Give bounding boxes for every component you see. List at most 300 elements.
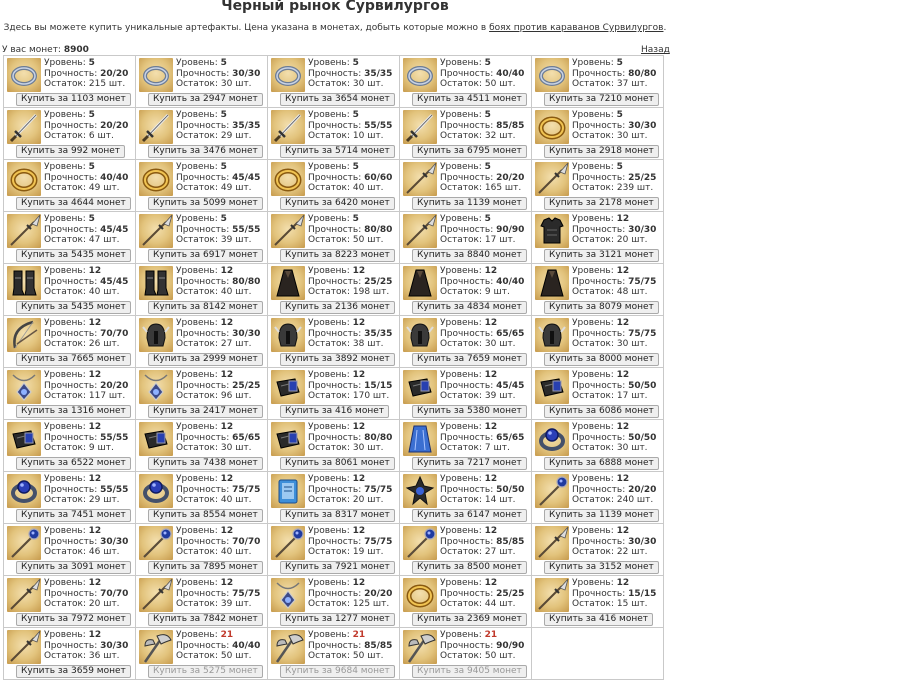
item-cell — [4, 576, 136, 628]
boots-icon — [7, 266, 41, 300]
buy-button[interactable]: Купить за 5714 монет — [280, 145, 395, 158]
buy-button[interactable]: Купить за 6522 монет — [16, 457, 131, 470]
amulet-icon — [139, 370, 173, 404]
item-cell — [136, 264, 268, 316]
buy-button[interactable]: Купить за 3091 монет — [16, 561, 131, 574]
stock-label: Остаток: — [176, 183, 219, 193]
stock-label: Остаток: — [176, 287, 219, 297]
level-line — [308, 266, 392, 277]
item-cell — [4, 160, 136, 212]
durability-line — [572, 433, 656, 444]
durability-value: 35/35 — [364, 68, 393, 79]
stock-line — [44, 599, 128, 610]
item-card — [532, 212, 663, 263]
level-label: Уровень: — [572, 474, 614, 484]
item-card — [400, 472, 531, 523]
level-line — [572, 578, 656, 589]
item-cell — [268, 628, 400, 680]
buy-button[interactable]: Купить за 2178 монет — [544, 197, 659, 210]
item-card — [532, 420, 663, 471]
durability-value: 30/30 — [100, 640, 129, 651]
durability-value: 40/40 — [100, 172, 129, 183]
level-value: 12 — [616, 578, 630, 588]
level-value: 21 — [352, 630, 366, 640]
stock-value: 40 шт. — [352, 183, 384, 193]
staff-icon — [271, 526, 305, 560]
boots-icon — [139, 266, 173, 300]
durability-label: Прочность: — [44, 120, 98, 131]
durability-line — [308, 277, 392, 288]
empty-cell — [532, 628, 664, 680]
stock-label: Остаток: — [572, 547, 615, 557]
stock-line — [176, 131, 260, 142]
gold-ring-icon — [403, 578, 437, 612]
buy-button[interactable]: Купить за 2947 монет — [148, 93, 263, 106]
item-card — [4, 56, 135, 107]
level-value: 5 — [220, 58, 227, 68]
durability-label: Прочность: — [308, 432, 362, 443]
stock-line — [308, 443, 392, 454]
buy-button[interactable]: Купить за 7659 монет — [412, 353, 527, 366]
durability-value: 80/80 — [628, 68, 657, 79]
durability-value: 20/20 — [628, 484, 657, 495]
item-stats — [44, 578, 128, 610]
level-label: Уровень: — [176, 214, 218, 224]
buy-button[interactable]: Купить за 6086 монет — [544, 405, 659, 418]
buy-button[interactable]: Купить за 8061 монет — [280, 457, 395, 470]
stock-line — [44, 131, 128, 142]
level-line — [44, 214, 128, 225]
stock-line — [440, 599, 524, 610]
stock-line — [308, 235, 392, 246]
buy-button[interactable]: Купить за 8142 монет — [148, 301, 263, 314]
item-stats — [176, 422, 260, 454]
durability-value: 45/45 — [100, 224, 129, 235]
durability-value: 35/35 — [232, 120, 261, 131]
stock-label: Остаток: — [308, 391, 351, 401]
stock-value: 198 шт. — [352, 287, 390, 297]
stock-label: Остаток: — [308, 131, 351, 141]
spear-icon — [535, 526, 569, 560]
item-stats — [572, 58, 656, 90]
buy-button[interactable]: Купить за 4644 монет — [16, 197, 131, 210]
stock-line — [176, 495, 260, 506]
level-line — [572, 110, 656, 121]
stock-value: 50 шт. — [352, 235, 384, 245]
item-card — [136, 212, 267, 263]
level-label: Уровень: — [440, 474, 482, 484]
durability-label: Прочность: — [308, 120, 362, 131]
stock-label: Остаток: — [440, 339, 483, 349]
buy-button[interactable]: Купить за 9405 монет — [412, 665, 527, 678]
buy-button[interactable]: Купить за 9684 монет — [280, 665, 395, 678]
buy-button[interactable]: Купить за 5275 монет — [148, 665, 263, 678]
durability-value: 80/80 — [364, 432, 393, 443]
item-stats — [308, 110, 392, 142]
item-cell — [268, 56, 400, 108]
durability-line — [440, 381, 524, 392]
buy-button[interactable]: Купить за 6420 монет — [280, 197, 395, 210]
level-line — [308, 630, 392, 641]
buy-button[interactable]: Купить за 7210 монет — [544, 93, 659, 106]
level-value: 5 — [616, 162, 623, 172]
gold-ring-icon — [7, 162, 41, 196]
durability-line — [308, 641, 392, 652]
buy-button[interactable]: Купить за 8079 монет — [544, 301, 659, 314]
level-line — [44, 474, 128, 485]
buy-button[interactable]: Купить за 6147 монет — [412, 509, 527, 522]
ring-icon — [7, 58, 41, 92]
durability-line — [572, 225, 656, 236]
stock-value: 44 шт. — [484, 599, 516, 609]
axe-icon — [271, 630, 305, 664]
item-card — [532, 576, 663, 627]
durability-line — [572, 121, 656, 132]
durability-value: 20/20 — [496, 172, 525, 183]
level-line — [308, 58, 392, 69]
durability-line — [44, 329, 128, 340]
caravan-battles-link[interactable]: боях против караванов Сурвилургов — [489, 23, 664, 33]
buy-button[interactable]: Купить за 1139 монет — [412, 197, 527, 210]
level-label: Уровень: — [44, 214, 86, 224]
stock-line — [572, 79, 656, 90]
buy-button[interactable]: Купить за 7842 монет — [148, 613, 263, 626]
level-line — [176, 474, 260, 485]
item-stats — [44, 162, 128, 194]
level-line — [176, 422, 260, 433]
bow-icon — [7, 318, 41, 352]
buy-button[interactable]: Купить за 3152 монет — [544, 561, 659, 574]
level-line — [440, 474, 524, 485]
stock-line — [308, 547, 392, 558]
buy-button[interactable]: Купить за 5435 монет — [16, 249, 131, 262]
stock-label: Остаток: — [44, 443, 87, 453]
buy-button[interactable]: Купить за 416 монет — [544, 613, 653, 626]
stock-value: 15 шт. — [616, 599, 648, 609]
stock-label: Остаток: — [44, 495, 87, 505]
item-cell — [136, 108, 268, 160]
buy-button[interactable]: Купить за 2918 монет — [544, 145, 659, 158]
buy-button[interactable]: Купить за 5099 монет — [148, 197, 263, 210]
durability-line — [572, 277, 656, 288]
buy-button[interactable]: Купить за 1103 монет — [16, 93, 131, 106]
stock-line — [572, 287, 656, 298]
buy-button[interactable]: Купить за 7665 монет — [16, 353, 131, 366]
stock-label: Остаток: — [572, 235, 615, 245]
stock-value: 39 шт. — [220, 235, 252, 245]
durability-label: Прочность: — [176, 536, 230, 547]
durability-value: 75/75 — [364, 536, 393, 547]
spear-icon — [7, 214, 41, 248]
durability-line — [44, 537, 128, 548]
level-label: Уровень: — [572, 266, 614, 276]
level-label: Уровень: — [308, 58, 350, 68]
stock-value: 49 шт. — [220, 183, 252, 193]
stock-label: Остаток: — [440, 443, 483, 453]
item-cell — [400, 212, 532, 264]
buy-button[interactable]: Купить за 4511 монет — [412, 93, 527, 106]
stock-label: Остаток: — [572, 339, 615, 349]
balance-label: У вас монет: — [2, 45, 61, 55]
ring-icon — [271, 58, 305, 92]
buy-button[interactable]: Купить за 6888 монет — [544, 457, 659, 470]
item-card — [136, 368, 267, 419]
item-card — [136, 108, 267, 159]
level-label: Уровень: — [572, 578, 614, 588]
stock-value: 20 шт. — [352, 495, 384, 505]
durability-label: Прочность: — [176, 588, 230, 599]
item-card — [268, 160, 399, 211]
staff-icon — [7, 526, 41, 560]
spear-icon — [7, 630, 41, 664]
level-value: 5 — [88, 162, 95, 172]
level-line — [440, 162, 524, 173]
level-label: Уровень: — [440, 110, 482, 120]
buy-button[interactable]: Купить за 6795 монет — [412, 145, 527, 158]
buy-button[interactable]: Купить за 3892 монет — [280, 353, 395, 366]
item-card — [136, 264, 267, 315]
level-line — [440, 370, 524, 381]
armor-icon — [535, 214, 569, 248]
stock-value: 49 шт. — [88, 183, 120, 193]
level-label: Уровень: — [44, 370, 86, 380]
level-value: 12 — [352, 266, 366, 276]
buy-button[interactable]: Купить за 1139 монет — [544, 509, 659, 522]
item-card — [268, 56, 399, 107]
level-label: Уровень: — [176, 110, 218, 120]
buy-button[interactable]: Купить за 2417 монет — [148, 405, 263, 418]
durability-value: 85/85 — [496, 120, 525, 131]
durability-label: Прочность: — [572, 68, 626, 79]
stock-label: Остаток: — [44, 287, 87, 297]
level-line — [44, 578, 128, 589]
stock-label: Остаток: — [308, 651, 351, 661]
level-line — [176, 526, 260, 537]
item-card — [4, 628, 135, 679]
item-cell — [268, 524, 400, 576]
durability-label: Прочность: — [308, 68, 362, 79]
buy-button[interactable]: Купить за 416 монет — [280, 405, 389, 418]
buy-button[interactable]: Купить за 992 монет — [16, 145, 125, 158]
item-card — [400, 628, 531, 679]
buy-button[interactable]: Купить за 7217 монет — [412, 457, 527, 470]
stock-value: 10 шт. — [352, 131, 384, 141]
level-value: 5 — [616, 110, 623, 120]
item-cell — [136, 472, 268, 524]
durability-line — [176, 277, 260, 288]
level-line — [44, 162, 128, 173]
item-stats — [440, 526, 524, 558]
level-value: 5 — [352, 110, 359, 120]
durability-value: 70/70 — [232, 536, 261, 547]
level-label: Уровень: — [176, 370, 218, 380]
durability-line — [308, 121, 392, 132]
durability-line — [176, 69, 260, 80]
durability-label: Прочность: — [176, 276, 230, 287]
item-cell — [4, 368, 136, 420]
item-card — [136, 316, 267, 367]
durability-label: Прочность: — [308, 224, 362, 235]
coin-balance — [2, 45, 89, 55]
item-card — [532, 264, 663, 315]
durability-label: Прочность: — [44, 588, 98, 599]
stock-label: Остаток: — [176, 651, 219, 661]
durability-line — [572, 537, 656, 548]
durability-line — [308, 433, 392, 444]
level-value: 12 — [88, 266, 102, 276]
buy-button[interactable]: Купить за 8000 монет — [544, 353, 659, 366]
buy-button[interactable]: Купить за 1316 монет — [16, 405, 131, 418]
stock-line — [308, 287, 392, 298]
durability-value: 30/30 — [628, 536, 657, 547]
buy-button[interactable]: Купить за 1277 монет — [280, 613, 395, 626]
buy-button[interactable]: Купить за 7921 монет — [280, 561, 395, 574]
item-stats — [44, 422, 128, 454]
level-line — [176, 58, 260, 69]
item-stats — [440, 58, 524, 90]
item-stats — [44, 370, 128, 402]
stock-line — [44, 235, 128, 246]
level-label: Уровень: — [308, 526, 350, 536]
buy-button[interactable]: Купить за 7895 монет — [148, 561, 263, 574]
buy-button[interactable]: Купить за 5435 монет — [16, 301, 131, 314]
item-card — [400, 576, 531, 627]
stock-label: Остаток: — [308, 235, 351, 245]
item-stats — [572, 110, 656, 142]
durability-label: Прочность: — [572, 588, 626, 599]
level-label: Уровень: — [44, 110, 86, 120]
item-stats — [440, 110, 524, 142]
stock-value: 40 шт. — [220, 547, 252, 557]
durability-line — [176, 173, 260, 184]
stock-value: 125 шт. — [352, 599, 390, 609]
stock-line — [440, 547, 524, 558]
item-cell — [400, 576, 532, 628]
stock-line — [176, 547, 260, 558]
buy-button[interactable]: Купить за 2136 монет — [280, 301, 395, 314]
buy-button[interactable]: Купить за 8317 монет — [280, 509, 395, 522]
durability-label: Прочность: — [440, 120, 494, 131]
durability-label: Прочность: — [176, 68, 230, 79]
item-stats — [308, 266, 392, 298]
stock-value: 48 шт. — [616, 287, 648, 297]
ring-icon — [139, 58, 173, 92]
item-card — [400, 420, 531, 471]
buy-button[interactable]: Купить за 8840 монет — [412, 249, 527, 262]
intro-prefix: Здесь вы можете купить уникальные артефакты. Цена указана в монетах, добыть которые можно в — [3, 23, 490, 33]
stock-line — [308, 651, 392, 662]
durability-value: 75/75 — [232, 588, 261, 599]
buy-button[interactable]: Купить за 7972 монет — [16, 613, 131, 626]
item-cell — [268, 264, 400, 316]
durability-line — [440, 589, 524, 600]
helmet-icon — [403, 318, 437, 352]
buy-button[interactable]: Купить за 6917 монет — [148, 249, 263, 262]
stock-label: Остаток: — [44, 599, 87, 609]
stock-value: 27 шт. — [220, 339, 252, 349]
stock-value: 30 шт. — [616, 339, 648, 349]
buy-button[interactable]: Купить за 4834 монет — [412, 301, 527, 314]
level-line — [440, 266, 524, 277]
durability-line — [44, 381, 128, 392]
item-card — [268, 368, 399, 419]
stock-label: Остаток: — [440, 235, 483, 245]
item-cell — [4, 420, 136, 472]
level-line — [308, 474, 392, 485]
buy-button[interactable]: Купить за 3654 монет — [280, 93, 395, 106]
level-label: Уровень: — [308, 266, 350, 276]
buy-button[interactable]: Купить за 8554 монет — [148, 509, 263, 522]
durability-value: 55/55 — [364, 120, 393, 131]
buy-button[interactable]: Купить за 7451 монет — [16, 509, 131, 522]
item-stats — [176, 474, 260, 506]
level-label: Уровень: — [176, 58, 218, 68]
level-label: Уровень: — [308, 110, 350, 120]
item-stats — [308, 578, 392, 610]
durability-line — [308, 589, 392, 600]
level-label: Уровень: — [572, 422, 614, 432]
buy-button[interactable]: Купить за 7438 монет — [148, 457, 263, 470]
buy-button[interactable]: Купить за 8223 монет — [280, 249, 395, 262]
buy-button[interactable]: Купить за 3121 монет — [544, 249, 659, 262]
item-cell — [532, 316, 664, 368]
item-stats — [176, 162, 260, 194]
item-stats — [44, 474, 128, 506]
level-line — [176, 318, 260, 329]
stock-line — [572, 235, 656, 246]
buy-button[interactable]: Купить за 3659 монет — [16, 665, 131, 678]
buy-button[interactable]: Купить за 2999 монет — [148, 353, 263, 366]
stock-label: Остаток: — [572, 79, 615, 89]
stock-line — [572, 391, 656, 402]
buy-button[interactable]: Купить за 5380 монет — [412, 405, 527, 418]
level-label: Уровень: — [44, 526, 86, 536]
buy-button[interactable]: Купить за 3476 монет — [148, 145, 263, 158]
helmet-icon — [271, 318, 305, 352]
level-value: 5 — [88, 58, 95, 68]
back-link[interactable]: Назад — [641, 45, 670, 55]
stock-label: Остаток: — [440, 131, 483, 141]
level-value: 12 — [616, 474, 630, 484]
level-label: Уровень: — [440, 526, 482, 536]
durability-label: Прочность: — [44, 536, 98, 547]
item-card — [4, 576, 135, 627]
level-line — [176, 266, 260, 277]
stock-line — [308, 131, 392, 142]
item-stats — [308, 370, 392, 402]
level-label: Уровень: — [440, 630, 482, 640]
item-cell — [400, 420, 532, 472]
buy-button[interactable]: Купить за 2369 монет — [412, 613, 527, 626]
stock-value: 30 шт. — [220, 443, 252, 453]
durability-label: Прочность: — [572, 432, 626, 443]
durability-value: 55/55 — [232, 224, 261, 235]
level-line — [44, 58, 128, 69]
buy-button[interactable]: Купить за 8500 монет — [412, 561, 527, 574]
level-value: 5 — [352, 58, 359, 68]
item-card — [268, 576, 399, 627]
durability-line — [308, 69, 392, 80]
scroll-icon — [271, 474, 305, 508]
grid-row — [4, 628, 664, 680]
item-stats — [572, 370, 656, 402]
durability-value: 45/45 — [100, 276, 129, 287]
level-line — [308, 422, 392, 433]
level-value: 12 — [484, 318, 498, 328]
item-cell — [400, 472, 532, 524]
durability-value: 30/30 — [628, 120, 657, 131]
durability-line — [440, 537, 524, 548]
